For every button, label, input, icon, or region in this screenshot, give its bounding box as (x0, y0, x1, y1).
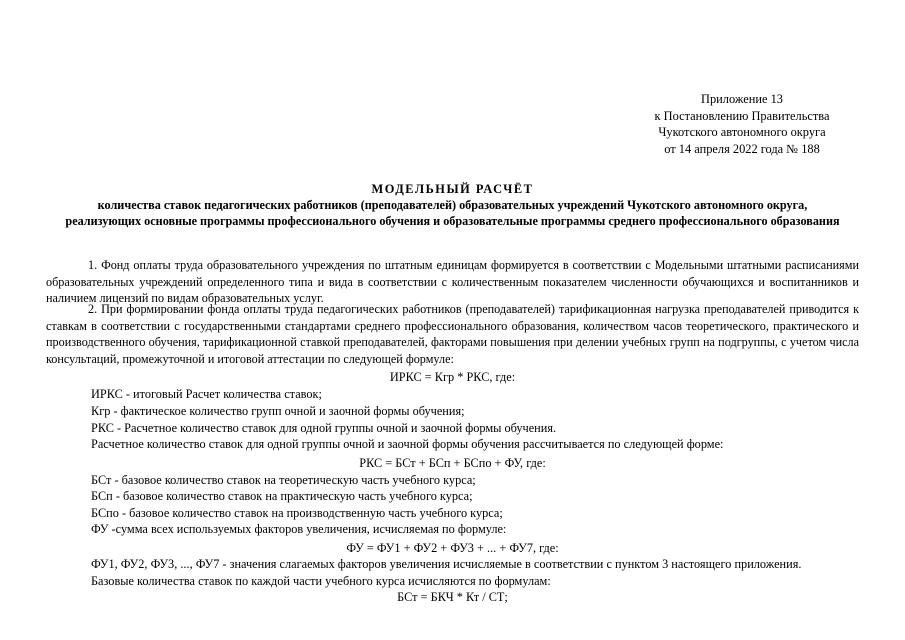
definition-fu: ФУ -сумма всех используемых факторов увеличения, исчисляемая по формуле: (91, 522, 507, 536)
definition-irks: ИРКС - итоговый Расчет количества ставок; (91, 387, 322, 401)
definition-base-note: Базовые количества ставок по каждой части учебного курса исчисляются по формулам: (91, 574, 551, 588)
paragraph-1: 1. Фонд оплаты труда образовательного учреждения по штатным единицам формируется в соответствии с Модельными штатными расписаниями образовательных учреждений определенного типа и вида в соответствии с количественным показателем численности обучающихся и воспитанников и наличием лицензий по видам образовательных услуг. (46, 258, 859, 306)
document-title: МОДЕЛЬНЫЙ РАСЧЁТ (371, 182, 534, 196)
formula-bst: БСт = БКЧ * Кт / СТ; (397, 590, 508, 604)
appendix-resolution: к Постановлению Правительства (654, 108, 830, 123)
formula-rks: РКС = БСт + БСп + БСпо + ФУ, где: (359, 456, 546, 470)
appendix-date: от 14 апреля 2022 года № 188 (664, 141, 820, 156)
definition-bsp: БСп - базовое количество ставок на практическую часть учебного курса; (91, 489, 473, 503)
definition-bspo: БСпо - базовое количество ставок на производственную часть учебного курса; (91, 506, 503, 520)
appendix-region: Чукотского автономного округа (658, 125, 826, 139)
definition-rks-note: Расчетное количество ставок для одной группы очной и заочной формы обучения рассчитывается по следующей форме: (91, 437, 724, 451)
definition-bst: БСт - базовое количество ставок на теоретическую часть учебного курса; (91, 473, 476, 487)
document-subtitle: количества ставок педагогических работников (преподавателей) образовательных учреждений Чукотского автономного округа, реализующих основные программы профессионального обучения и образовательные программы среднего профессионального образования (65, 198, 840, 228)
definition-rks: РКС - Расчетное количество ставок для одной группы очной и заочной формы обучения. (91, 421, 557, 435)
definition-fu-list: ФУ1, ФУ2, ФУ3, ..., ФУ7 - значения слагаемых факторов увеличения исчисляемые в соответствии с пунктом 3 настоящего приложения. (91, 557, 802, 571)
definition-kgr: Кгр - фактическое количество групп очной и заочной формы обучения; (91, 404, 465, 418)
appendix-header (612, 91, 872, 157)
formula-irks: ИРКС = Кгр * РКС, где: (389, 370, 516, 384)
paragraph-2: 2. При формировании фонда оплаты труда педагогических работников (преподавателей) тарификационная нагрузка преподавателей приводится к ставкам в соответствии с государственными стандартами среднего профессионального образования, количеством часов теоретического, практического и производственного обучения, тарификационной ставкой преподавателей, факторами повышения при делении учебных групп на подгруппы, с учетом числа консультаций, промежуточной и итоговой аттестации по следующей формуле: (46, 302, 859, 367)
appendix-number: Приложение 13 (701, 92, 783, 106)
formula-fu: ФУ = ФУ1 + ФУ2 + ФУ3 + ... + ФУ7, где: (346, 541, 559, 555)
